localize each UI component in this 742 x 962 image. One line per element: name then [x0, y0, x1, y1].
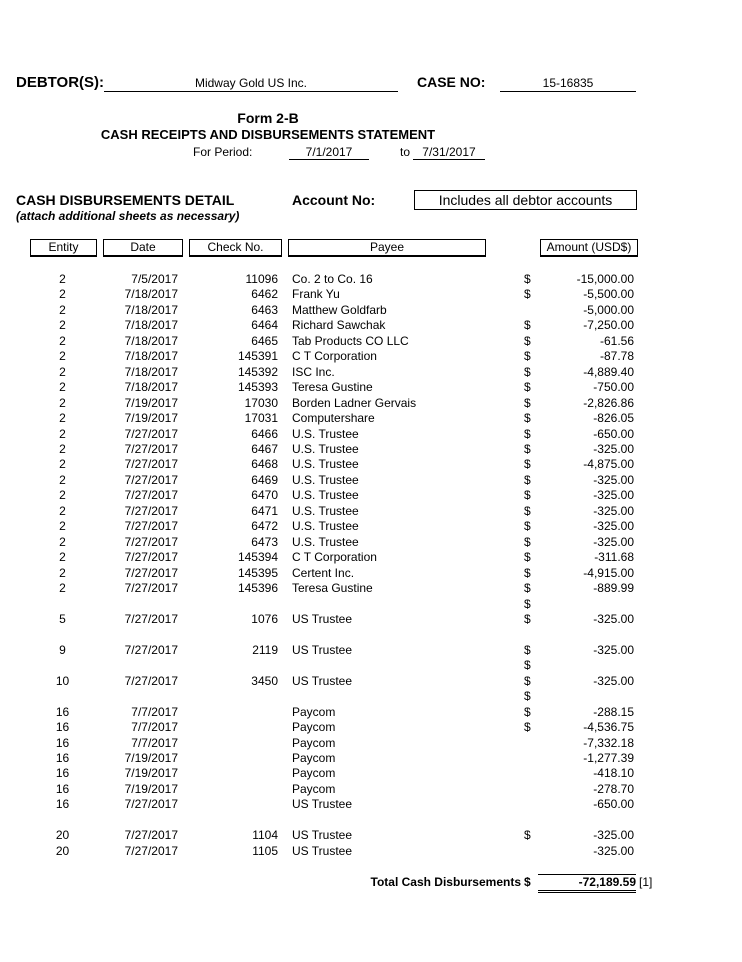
table-row — [0, 813, 742, 828]
payee-cell: Paycom — [292, 720, 336, 734]
amount-cell: -889.99 — [593, 581, 634, 595]
date-cell: 7/18/2017 — [124, 364, 178, 379]
case-number: 15-16835 — [500, 76, 636, 92]
dollar-sign-cell: $ — [524, 272, 531, 286]
amount-cell: -325.00 — [593, 534, 634, 549]
entity-cell: 2 — [59, 349, 66, 364]
total-footnote: [1] — [639, 875, 653, 889]
dollar-sign-cell: $ — [524, 287, 531, 302]
payee-cell: U.S. Trustee — [292, 488, 359, 503]
payee-cell: US Trustee — [292, 611, 353, 626]
dollar-sign-cell: $ — [524, 503, 531, 518]
dollar-sign-cell: $ — [524, 642, 531, 657]
table-row — [0, 643, 742, 658]
date-cell: 7/18/2017 — [124, 302, 178, 317]
check-number-cell: 6466 — [251, 426, 278, 441]
total-label: Total Cash Disbursements — [370, 875, 521, 889]
column-header-payee: Payee — [288, 239, 486, 257]
payee-cell: US Trustee — [292, 797, 353, 812]
date-cell: 7/19/2017 — [124, 751, 178, 765]
date-cell: 7/27/2017 — [124, 426, 178, 441]
table-row — [0, 597, 742, 612]
table-row — [0, 751, 742, 766]
amount-cell: -325.00 — [593, 519, 634, 534]
check-number-cell: 145395 — [237, 565, 278, 580]
column-header-check: Check No. — [189, 239, 282, 257]
check-number-cell: 6462 — [251, 287, 278, 302]
table-row — [0, 457, 742, 472]
dollar-sign-cell: $ — [524, 333, 531, 348]
check-number-cell: 6464 — [251, 318, 278, 333]
check-number-cell: 145396 — [237, 581, 278, 595]
dollar-sign-cell: $ — [524, 689, 531, 704]
entity-cell: 2 — [59, 550, 66, 565]
entity-cell: 2 — [59, 488, 66, 503]
table-row — [0, 581, 742, 596]
entity-cell: 2 — [59, 534, 66, 549]
table-row — [0, 627, 742, 642]
column-header-amount: Amount (USD$) — [540, 239, 638, 257]
date-cell: 7/18/2017 — [124, 287, 178, 302]
payee-cell: ISC Inc. — [292, 364, 335, 379]
amount-cell: -311.68 — [594, 550, 634, 565]
entity-cell: 2 — [59, 364, 66, 379]
check-number-cell: 2119 — [252, 642, 278, 657]
amount-cell: -1,277.39 — [583, 751, 634, 765]
payee-cell: Paycom — [292, 704, 336, 719]
dollar-sign-cell: $ — [524, 720, 531, 734]
debtor-name: Midway Gold US Inc. — [104, 76, 398, 92]
payee-cell: Richard Sawchak — [292, 318, 386, 333]
dollar-sign-cell: $ — [524, 519, 531, 534]
column-header-entity: Entity — [30, 239, 97, 257]
check-number-cell: 145393 — [237, 380, 278, 395]
date-cell: 7/7/2017 — [131, 735, 178, 750]
amount-cell: -418.10 — [593, 766, 634, 781]
entity-cell: 2 — [59, 565, 66, 580]
check-number-cell: 6471 — [251, 503, 278, 518]
table-row — [0, 365, 742, 380]
table-row — [0, 766, 742, 781]
table-row — [0, 488, 742, 503]
payee-cell: Paycom — [292, 751, 336, 765]
date-cell: 7/27/2017 — [124, 581, 178, 595]
table-row — [0, 396, 742, 411]
amount-cell: -325.00 — [593, 611, 634, 626]
entity-cell: 10 — [55, 673, 70, 688]
table-row — [0, 303, 742, 318]
entity-cell: 2 — [59, 472, 66, 487]
payee-cell: Paycom — [292, 766, 336, 781]
entity-cell: 20 — [55, 828, 70, 843]
date-cell: 7/27/2017 — [124, 472, 178, 487]
entity-cell: 2 — [59, 411, 66, 425]
entity-cell: 2 — [59, 426, 66, 441]
entity-cell: 2 — [59, 302, 66, 317]
payee-cell: Paycom — [292, 735, 336, 750]
account-value: Includes all debtor accounts — [414, 190, 637, 210]
date-cell: 7/27/2017 — [124, 441, 178, 456]
dollar-sign-cell: $ — [524, 472, 531, 487]
date-cell: 7/27/2017 — [124, 843, 178, 858]
check-number-cell: 17030 — [244, 395, 278, 410]
entity-cell: 16 — [55, 735, 70, 750]
table-row — [0, 473, 742, 488]
check-number-cell: 6468 — [251, 457, 278, 472]
payee-cell: Teresa Gustine — [292, 380, 373, 395]
check-number-cell: 145392 — [237, 364, 278, 379]
amount-cell: -87.78 — [599, 349, 634, 364]
entity-cell: 16 — [55, 704, 70, 719]
entity-cell: 2 — [59, 395, 66, 410]
table-row — [0, 427, 742, 442]
dollar-sign-cell: $ — [524, 441, 531, 456]
payee-cell: U.S. Trustee — [292, 441, 359, 456]
entity-cell: 16 — [55, 751, 70, 765]
entity-cell: 16 — [55, 766, 70, 781]
table-row — [0, 720, 742, 735]
amount-cell: -650.00 — [593, 426, 634, 441]
date-cell: 7/19/2017 — [124, 411, 178, 425]
payee-cell: U.S. Trustee — [292, 503, 359, 518]
period-from: 7/1/2017 — [289, 145, 369, 160]
dollar-sign-cell: $ — [524, 488, 531, 503]
table-row — [0, 705, 742, 720]
date-cell: 7/27/2017 — [124, 519, 178, 534]
check-number-cell: 145394 — [237, 550, 278, 565]
debtor-label: DEBTOR(S): — [16, 74, 105, 91]
payee-cell: Tab Products CO LLC — [292, 333, 409, 348]
amount-cell: -278.70 — [593, 781, 634, 796]
dollar-sign-cell: $ — [524, 828, 531, 843]
check-number-cell: 6470 — [251, 488, 278, 503]
table-row — [0, 550, 742, 565]
amount-cell: -750.00 — [593, 380, 634, 395]
dollar-sign-cell: $ — [524, 318, 531, 333]
date-cell: 7/19/2017 — [124, 781, 178, 796]
table-row — [0, 535, 742, 550]
table-row — [0, 828, 742, 843]
payee-cell: Matthew Goldfarb — [292, 302, 387, 317]
payee-cell: U.S. Trustee — [292, 472, 359, 487]
dollar-sign-cell: $ — [524, 349, 531, 364]
table-row — [0, 674, 742, 689]
dollar-sign-cell: $ — [524, 581, 531, 595]
amount-cell: -5,000.00 — [583, 302, 634, 317]
date-cell: 7/18/2017 — [124, 349, 178, 364]
entity-cell: 2 — [59, 441, 66, 456]
payee-cell: Teresa Gustine — [292, 581, 373, 595]
payee-cell: U.S. Trustee — [292, 457, 359, 472]
payee-cell: Frank Yu — [292, 287, 340, 302]
date-cell: 7/27/2017 — [124, 457, 178, 472]
section-title: CASH DISBURSEMENTS DETAIL — [16, 192, 235, 208]
entity-cell: 16 — [55, 797, 70, 812]
table-row — [0, 519, 742, 534]
dollar-sign-cell: $ — [524, 658, 531, 673]
period-to-label: to — [400, 145, 411, 159]
amount-cell: -826.05 — [593, 411, 634, 425]
check-number-cell: 6467 — [251, 441, 278, 456]
amount-cell: -4,915.00 — [583, 565, 634, 580]
check-number-cell: 6465 — [251, 333, 278, 348]
entity-cell: 2 — [59, 519, 66, 534]
dollar-sign-cell: $ — [524, 395, 531, 410]
dollar-sign-cell: $ — [524, 673, 531, 688]
amount-cell: -61.56 — [599, 333, 634, 348]
account-label: Account No: — [292, 192, 376, 208]
table-row — [0, 782, 742, 797]
table-row — [0, 411, 742, 426]
amount-cell: -7,250.00 — [583, 318, 634, 333]
column-header-date: Date — [103, 239, 183, 257]
check-number-cell: 1104 — [252, 828, 278, 843]
statement-title: CASH RECEIPTS AND DISBURSEMENTS STATEMENT — [100, 127, 436, 142]
table-row — [0, 442, 742, 457]
amount-cell: -325.00 — [593, 843, 634, 858]
amount-cell: -325.00 — [593, 828, 634, 843]
table-row — [0, 566, 742, 581]
payee-cell: Paycom — [292, 781, 336, 796]
date-cell: 7/27/2017 — [124, 550, 178, 565]
table-row — [0, 689, 742, 704]
amount-cell: -15,000.00 — [576, 272, 634, 286]
date-cell: 7/5/2017 — [131, 272, 178, 286]
amount-cell: -325.00 — [593, 441, 634, 456]
payee-cell: U.S. Trustee — [292, 534, 359, 549]
table-row — [0, 380, 742, 395]
amount-cell: -5,500.00 — [583, 287, 634, 302]
amount-cell: -4,875.00 — [583, 457, 634, 472]
dollar-sign-cell: $ — [524, 550, 531, 565]
entity-cell: 16 — [55, 720, 70, 734]
amount-cell: -7,332.18 — [583, 735, 634, 750]
check-number-cell: 6463 — [251, 302, 278, 317]
entity-cell: 2 — [59, 503, 66, 518]
check-number-cell: 145391 — [237, 349, 278, 364]
date-cell: 7/19/2017 — [124, 395, 178, 410]
table-row — [0, 504, 742, 519]
dollar-sign-cell: $ — [524, 534, 531, 549]
entity-cell: 20 — [55, 843, 70, 858]
dollar-sign-cell: $ — [524, 426, 531, 441]
entity-cell: 2 — [59, 333, 66, 348]
check-number-cell: 6472 — [251, 519, 278, 534]
check-number-cell: 6469 — [251, 472, 278, 487]
payee-cell: U.S. Trustee — [292, 519, 359, 534]
amount-cell: -325.00 — [593, 472, 634, 487]
dollar-sign-cell: $ — [524, 565, 531, 580]
amount-cell: -288.15 — [593, 704, 634, 719]
table-row — [0, 349, 742, 364]
check-number-cell: 17031 — [244, 411, 278, 425]
date-cell: 7/27/2017 — [124, 488, 178, 503]
dollar-sign-cell: $ — [524, 596, 531, 611]
entity-cell: 5 — [59, 611, 66, 626]
date-cell: 7/27/2017 — [124, 828, 178, 843]
dollar-sign-cell: $ — [524, 380, 531, 395]
amount-cell: -325.00 — [593, 503, 634, 518]
dollar-sign-cell: $ — [524, 611, 531, 626]
dollar-sign-cell: $ — [524, 457, 531, 472]
section-subtitle: (attach additional sheets as necessary) — [16, 209, 240, 223]
dollar-sign-cell: $ — [524, 704, 531, 719]
entity-cell: 2 — [59, 318, 66, 333]
date-cell: 7/7/2017 — [131, 704, 178, 719]
entity-cell: 2 — [59, 272, 66, 286]
payee-cell: US Trustee — [292, 673, 353, 688]
date-cell: 7/7/2017 — [131, 720, 178, 734]
form-title: Form 2-B — [237, 110, 299, 126]
check-number-cell: 6473 — [251, 534, 278, 549]
date-cell: 7/27/2017 — [124, 797, 178, 812]
total-dollar-sign: $ — [524, 875, 531, 889]
payee-cell: US Trustee — [292, 843, 353, 858]
amount-cell: -325.00 — [593, 488, 634, 503]
table-row — [0, 334, 742, 349]
date-cell: 7/27/2017 — [124, 503, 178, 518]
payee-cell: Borden Ladner Gervais — [292, 395, 417, 410]
date-cell: 7/27/2017 — [124, 642, 178, 657]
entity-cell: 16 — [55, 781, 70, 796]
table-row — [0, 844, 742, 859]
table-row — [0, 612, 742, 627]
table-row — [0, 287, 742, 302]
check-number-cell: 3450 — [251, 673, 278, 688]
date-cell: 7/18/2017 — [124, 380, 178, 395]
amount-cell: -2,826.86 — [583, 395, 634, 410]
payee-cell: Certent Inc. — [292, 565, 355, 580]
payee-cell: Computershare — [292, 411, 375, 425]
table-row — [0, 736, 742, 751]
dollar-sign-cell: $ — [524, 411, 531, 425]
amount-cell: -4,889.40 — [583, 364, 634, 379]
table-row — [0, 318, 742, 333]
entity-cell: 2 — [59, 457, 66, 472]
payee-cell: C T Corporation — [292, 550, 377, 565]
date-cell: 7/18/2017 — [124, 333, 178, 348]
check-number-cell: 1076 — [251, 611, 278, 626]
payee-cell: Co. 2 to Co. 16 — [292, 272, 373, 286]
case-number-label: CASE NO: — [417, 74, 486, 90]
entity-cell: 2 — [59, 380, 66, 395]
table-row — [0, 272, 742, 287]
payee-cell: C T Corporation — [292, 349, 377, 364]
entity-cell: 2 — [59, 287, 66, 302]
date-cell: 7/27/2017 — [124, 565, 178, 580]
amount-cell: -325.00 — [593, 642, 634, 657]
amount-cell: -325.00 — [593, 673, 634, 688]
check-number-cell: 11096 — [245, 272, 278, 286]
amount-cell: -4,536.75 — [583, 720, 634, 734]
dollar-sign-cell: $ — [524, 364, 531, 379]
check-number-cell: 1105 — [252, 843, 278, 858]
amount-cell: -650.00 — [593, 797, 634, 812]
period-to: 7/31/2017 — [413, 145, 485, 160]
payee-cell: US Trustee — [292, 642, 353, 657]
table-row — [0, 658, 742, 673]
payee-cell: US Trustee — [292, 828, 353, 843]
entity-cell: 2 — [59, 581, 66, 595]
total-amount: -72,189.59 — [538, 874, 636, 893]
date-cell: 7/27/2017 — [124, 534, 178, 549]
table-row — [0, 797, 742, 812]
date-cell: 7/27/2017 — [124, 673, 178, 688]
payee-cell: U.S. Trustee — [292, 426, 359, 441]
date-cell: 7/19/2017 — [124, 766, 178, 781]
entity-cell: 9 — [59, 642, 66, 657]
date-cell: 7/27/2017 — [124, 611, 178, 626]
date-cell: 7/18/2017 — [124, 318, 178, 333]
period-label: For Period: — [193, 145, 253, 159]
